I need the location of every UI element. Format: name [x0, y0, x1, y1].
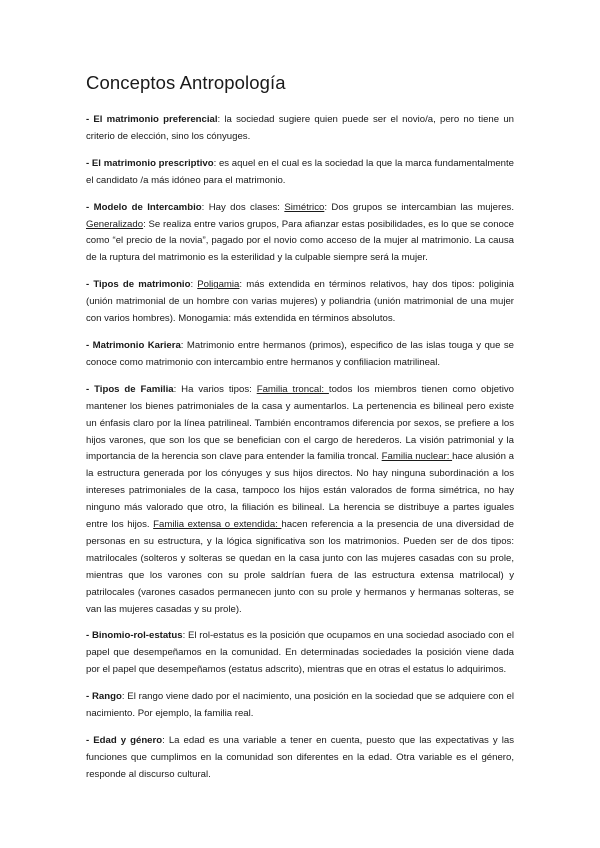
paragraph-edad-genero — [86, 733, 514, 784]
definition: : es aquel en el cual es la sociedad la que la marca fundamentalmente el candidato /a más idóneo para el matrimonio. — [86, 157, 514, 186]
paragraph-binomio-rol-estatus — [86, 628, 514, 679]
paragraph-matrimonio-kariera — [86, 338, 514, 372]
paragraph-tipos-matrimonio — [86, 277, 514, 328]
definition-text: hace alusión a la estructura generada por los cónyuges y sus hijos directos. No hay ninguna subordinación a los intereses patrimoniales de la casa, tampoco los hijos están valorados de forma simétrica, no hay ninguno más valorado que otro, la filiación es bilineal. La herencia se distribuye a partes iguales entre los hijos. — [86, 451, 514, 531]
term: - Matrimonio Kariera — [86, 339, 181, 351]
definition-text: : más extendida en términos relativos, hay dos tipos: poliginia (unión matrimonial de un hombre con varias mujeres) y poliandria (unión matrimonial de una mujer con varios hombres). Monogamia: más extendida en términos absolutos. — [86, 279, 514, 325]
paragraph-rango — [86, 689, 514, 723]
term: - Rango — [86, 691, 122, 703]
underlined-term: Familia troncal: — [256, 383, 329, 395]
definition: : El rol-estatus es la posición que ocupamos en una sociedad asociado con el papel que desempeñamos en la comunidad. En determinadas sociedades la posición viene dada por el papel que desempeñamos (estatus adscrito), mientras que en otras el estatus lo adquirimos. — [86, 630, 514, 676]
term: - El matrimonio preferencial — [86, 114, 218, 125]
paragraph-modelo-intercambio — [86, 200, 514, 268]
paragraph-tipos-familia — [86, 382, 514, 619]
definition-text: todos los miembros tienen como objetivo mantener los bienes patrimoniales de la casa y aumentarlos. La pertenencia es bilineal pero existe un énfasis claro por la línea patrilineal. También encontramos diferencia por sexos, se prefiere a los hijos varones, que son los que se benefician con el cargo de herederos. La visión patrimonial y la importancia de la herencia son clave para entender la familia troncal. — [86, 383, 514, 463]
definition-text: : Se realiza entre varios grupos, Para afianzar estas posibilidades, es lo que se conoce como “el precio de la novia”, pagado por el novio como acceso de la mujer al matrimonio. La causa de la ruptura del matrimonio es la esterilidad y la culpable siempre será la mujer. — [86, 218, 514, 264]
underlined-term: Familia nuclear: — [381, 451, 453, 463]
term: - Binomio-rol-estatus — [86, 630, 183, 642]
term: - Tipos de matrimonio — [86, 279, 191, 291]
definition: : El rango viene dado por el nacimiento, una posición en la sociedad que se adquiere con el nacimiento. Por ejemplo, la familia real. — [86, 691, 514, 720]
paragraph-matrimonio-preferencial — [86, 112, 514, 146]
definition-text: : Dos grupos se intercambian las mujeres. — [324, 201, 515, 213]
term: - Modelo de Intercambio — [86, 201, 202, 213]
definition-text: hacen referencia a la presencia de una diversidad de personas en su estructura, y la lógica significativa son los matrimonios. Pueden ser de dos tipos: matrilocales (solteros y solteras se quedan en la casa junto con las mujeres casadas con su prole, mientras que los varones con su prole saldrían fuera de las estructura extensa matrilocal) y patrilocales (varones casados permanecen junto con su prole y hermanos y hermanas solteras, se van las mujeres casadas y su prole). — [86, 519, 514, 615]
paragraph-matrimonio-prescriptivo — [86, 156, 514, 190]
definition: : la sociedad sugiere quien puede ser el novio/a, pero no tiene un criterio de elección, sino los cónyuges. — [86, 114, 514, 142]
definition-text: : Ha varios tipos: — [173, 383, 257, 395]
underlined-term: Poligamia — [197, 279, 240, 291]
underlined-term: Simétrico — [284, 201, 325, 213]
definition-text: : Hay dos clases: — [201, 201, 285, 213]
underlined-term: Generalizado — [86, 218, 144, 230]
page-title: Conceptos Antropología — [86, 72, 286, 93]
underlined-term: Familia extensa o extendida: — [153, 519, 282, 531]
definition-text: : — [190, 279, 198, 291]
term: - El matrimonio prescriptivo — [86, 157, 214, 169]
term: - Tipos de Familia — [86, 383, 174, 395]
term: - Edad y género — [86, 735, 163, 746]
definition: : Matrimonio entre hermanos (primos), especifico de las islas touga y que se conoce como matrimonio con intercambio entre hermanos y confiliacion matrilineal. — [86, 339, 514, 368]
definition: : La edad es una variable a tener en cuenta, puesto que las expectativas y las funciones que cumplimos en la comunidad son diferentes en la edad. Otra variable es el género, responde al discurso cultural. — [86, 735, 514, 780]
